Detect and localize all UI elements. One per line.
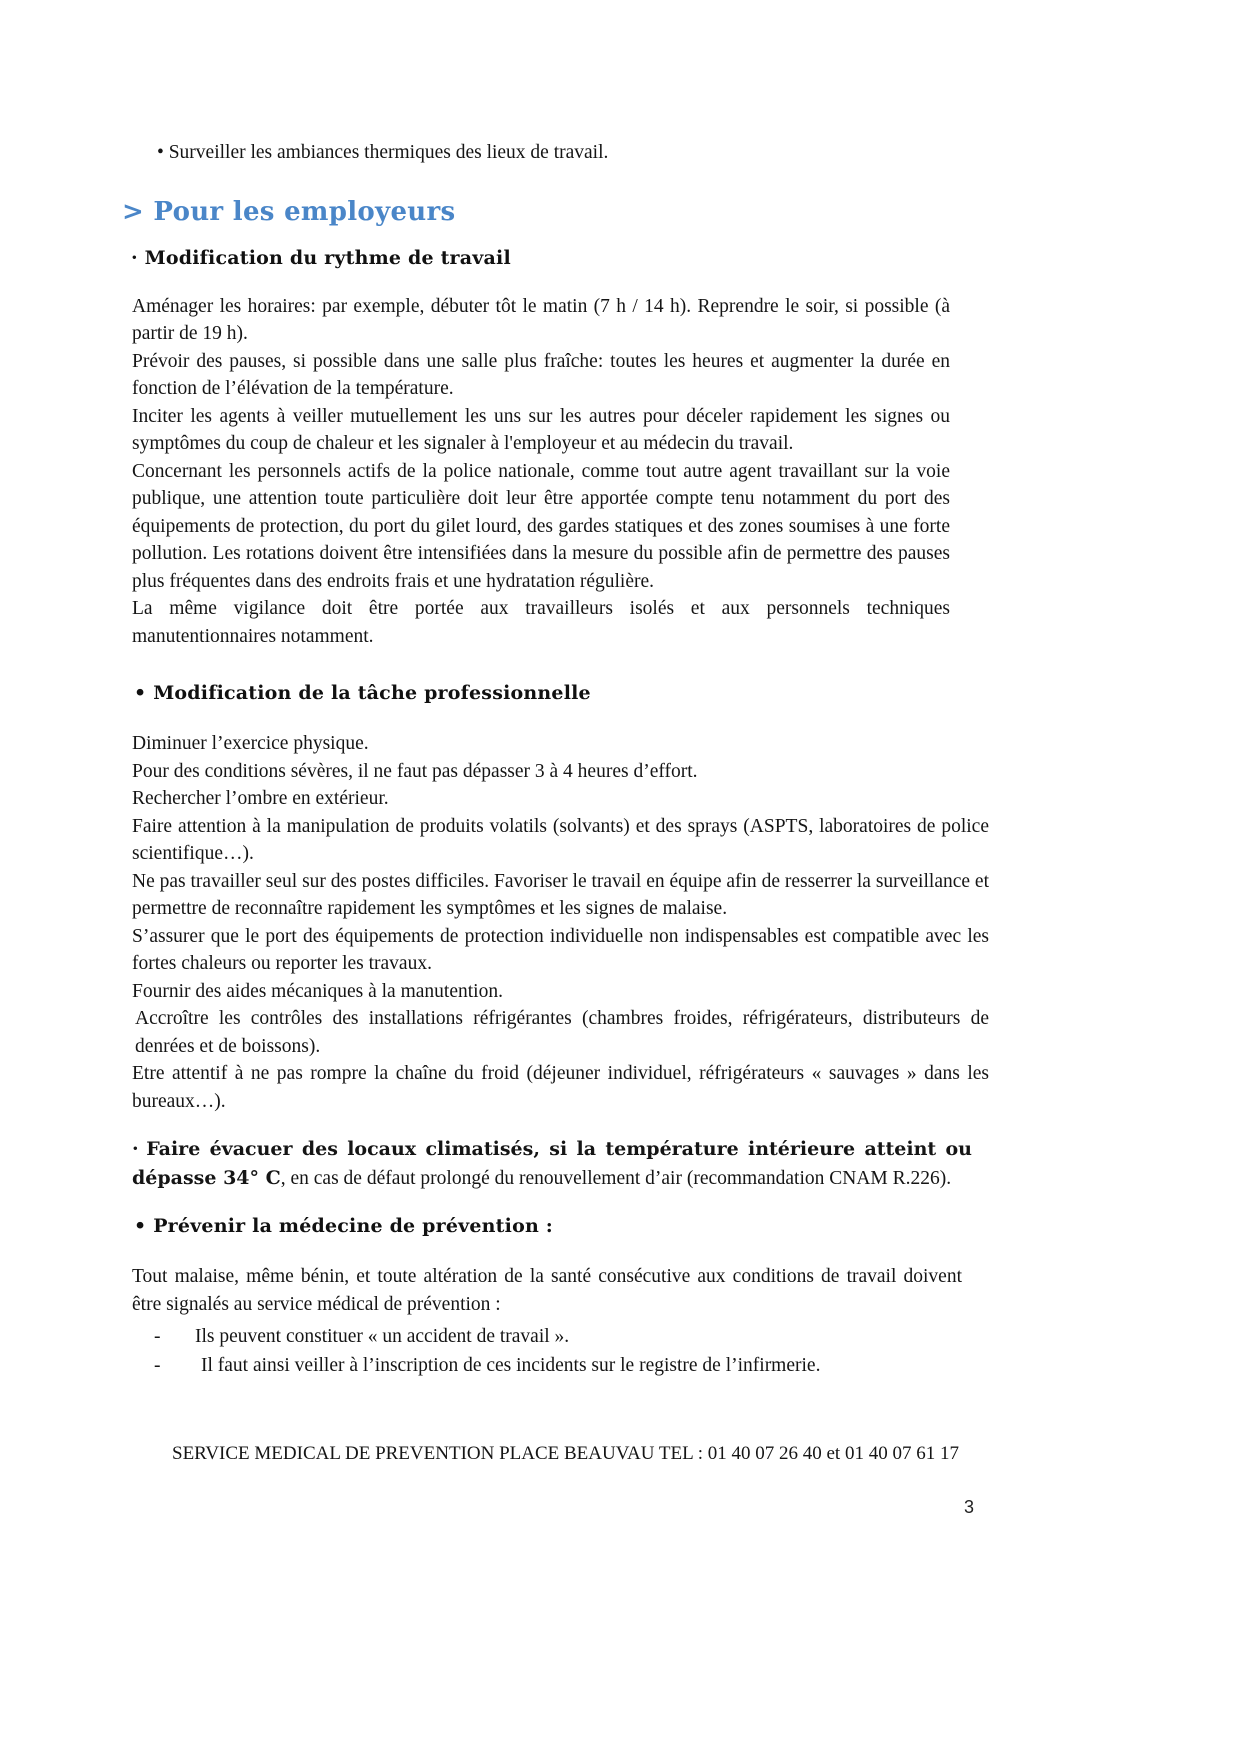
evacuer-rest-text: , en cas de défaut prolongé du renouvellement d’air (recommandation CNAM R.226). xyxy=(280,1168,952,1189)
subheading-prevenir xyxy=(134,1213,992,1239)
paragraph: Etre attentif à ne pas rompre la chaîne du froid (déjeuner individuel, réfrigérateurs « sauvages » dans les bureaux…). xyxy=(132,1063,989,1112)
paragraph: Fournir des aides mécaniques à la manutention. xyxy=(132,980,503,1002)
paragraph: Rechercher l’ombre en extérieur. xyxy=(132,788,389,809)
bullet-item-ambiances xyxy=(157,139,992,167)
paragraph: Ne pas travailler seul sur des postes difficiles. Favoriser le travail en équipe afin de resserrer la surveillance et permettre de reconnaître rapidement les symptômes et les signes de malaise. xyxy=(132,870,989,919)
subheading-rythme xyxy=(131,245,992,271)
paragraph: Aménager les horaires: par exemple, débuter tôt le matin (7 h / 14 h). Reprendre le soir, si possible (à partir de 19 h). xyxy=(132,295,950,344)
subheading-tache xyxy=(134,680,992,706)
bullet-glyph: • xyxy=(134,682,147,704)
paragraph: Diminuer l’exercice physique. xyxy=(132,733,369,754)
evacuer-block xyxy=(132,1135,972,1193)
subheading-text: Modification de la tâche professionnelle xyxy=(153,682,591,704)
dash-glyph: - xyxy=(154,1326,161,1347)
bullet-glyph: · xyxy=(132,1138,139,1160)
dash-glyph: - xyxy=(154,1355,161,1376)
paragraph: Faire attention à la manipulation de produits volatils (solvants) et des sprays (ASPTS, laboratoires de police scientifique…). xyxy=(132,815,989,864)
paragraph: S’assurer que le port des équipements de protection individuelle non indispensables est compatible avec les fortes chaleurs ou reporter les travaux. xyxy=(132,925,989,974)
paragraph: Accroître les contrôles des installations réfrigérantes (chambres froides, réfrigérateurs, distributeurs de denrées et de boissons). xyxy=(135,1008,989,1057)
paragraph: Concernant les personnels actifs de la police nationale, comme tout autre agent travaillant sur la voie publique, une attention toute particulière doit leur être apportée compte tenu notamment du port des équipements de protection, du port du gilet lourd, des gardes statiques et des zones soumises à une forte pollution. Les rotations doivent être intensifiées dans la mesure du possible afin de permettre des pauses plus fréquentes dans des endroits frais et une hydratation régulière. xyxy=(132,460,950,592)
bullet-glyph: • xyxy=(157,142,164,163)
page-number: 3 xyxy=(964,1496,975,1517)
paragraph: Prévoir des pauses, si possible dans une salle plus fraîche: toutes les heures et augmenter la durée en fonction de l’élévation de la température. xyxy=(132,350,950,399)
bullet-glyph: · xyxy=(131,246,138,269)
prevenir-list xyxy=(132,1322,992,1380)
bullet-glyph: • xyxy=(134,1215,147,1237)
paragraph: Inciter les agents à veiller mutuellement les uns sur les autres pour déceler rapidement les signes ou symptômes du coup de chaleur et les signaler à l'employeur et au médecin du travail. xyxy=(132,405,950,454)
list-item-text: Ils peuvent constituer « un accident de travail ». xyxy=(195,1326,570,1347)
bullet-text: Surveiller les ambiances thermiques des lieux de travail. xyxy=(168,142,609,163)
prevenir-intro: Tout malaise, même bénin, et toute altération de la santé consécutive aux conditions de travail doivent être signalés au service médical de prévention : xyxy=(132,1266,962,1315)
list-item xyxy=(132,1322,992,1351)
paragraph: La même vigilance doit être portée aux travailleurs isolés et aux personnels techniques manutentionnaires notamment. xyxy=(132,598,950,647)
list-item-text: Il faut ainsi veiller à l’inscription de ces incidents sur le registre de l’infirmerie. xyxy=(201,1355,821,1376)
paragraph: Pour des conditions sévères, il ne faut pas dépasser 3 à 4 heures d’effort. xyxy=(132,760,698,782)
subheading-text: Prévenir la médecine de prévention : xyxy=(153,1215,553,1237)
rythme-body xyxy=(132,293,950,651)
footer-contact: SERVICE MEDICAL DE PREVENTION PLACE BEAUVAU TEL : 01 40 07 26 40 et 01 40 07 61 17 xyxy=(172,1443,959,1464)
subheading-text: Modification du rythme de travail xyxy=(144,246,511,269)
list-item xyxy=(132,1351,992,1380)
tache-body xyxy=(132,730,989,1115)
section-heading-employeurs: > Pour les employeurs xyxy=(122,196,456,227)
evacuer-bold-text: Faire évacuer des locaux climatisés, si la température intérieure atteint ou dépasse 34° C xyxy=(132,1138,972,1189)
